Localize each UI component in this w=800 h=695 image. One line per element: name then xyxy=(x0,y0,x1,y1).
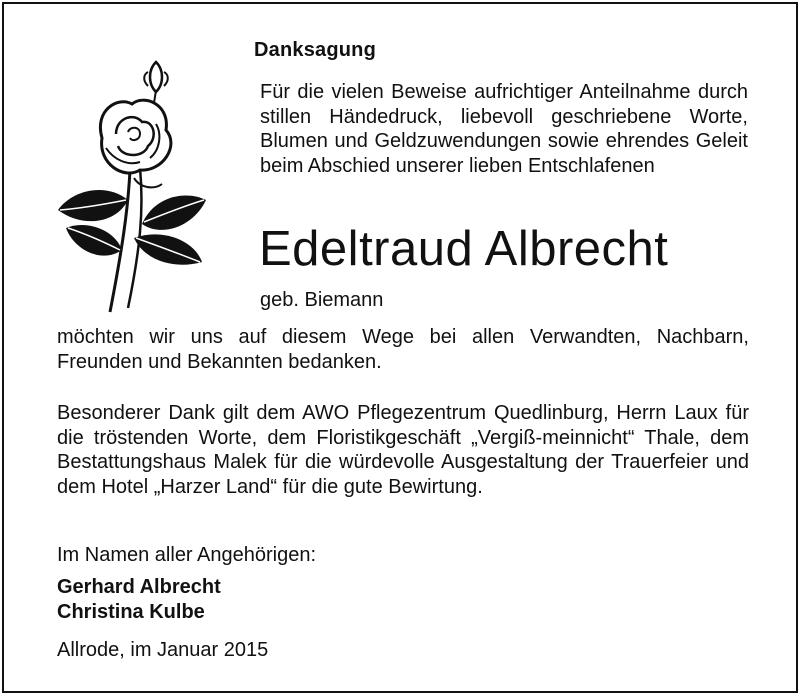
thanks-text: möchten wir uns auf diesem Wege bei allen Verwandten, Nachbarn, Freunden und Bekannten bedanken. xyxy=(57,326,749,373)
obituary-notice xyxy=(2,2,798,693)
signer-name: Christina Kulbe xyxy=(57,601,205,623)
intro-text: Für die vielen Beweise aufrichtiger Anteilnahme durch stillen Händedruck, liebevoll geschriebene Worte, Blumen und Geldzuwendungen sowie ehrendes Geleit beim Abschied unserer lieben Entschlafenen xyxy=(260,81,748,177)
on-behalf-line: Im Namen aller Angehörigen: xyxy=(57,544,317,566)
birth-name: geb. Biemann xyxy=(260,289,384,311)
rose-illustration xyxy=(44,50,214,318)
signer-name: Gerhard Albrecht xyxy=(57,576,221,598)
special-thanks-text: Besonderer Dank gilt dem AWO Pflegezentrum Quedlinburg, Herrn Laux für die tröstenden Worte, dem Floristikgeschäft „Vergiß-meinnicht“ Thale, dem Bestattungshaus Malek für die würdevolle Ausgestaltung der Trauerfeier und dem Hotel „Harzer Land“ für die gute Bewirtung. xyxy=(57,402,749,498)
place-date-line: Allrode, im Januar 2015 xyxy=(57,639,269,661)
deceased-name: Edeltraud Albrecht xyxy=(259,222,669,276)
notice-title: Danksagung xyxy=(254,39,377,61)
